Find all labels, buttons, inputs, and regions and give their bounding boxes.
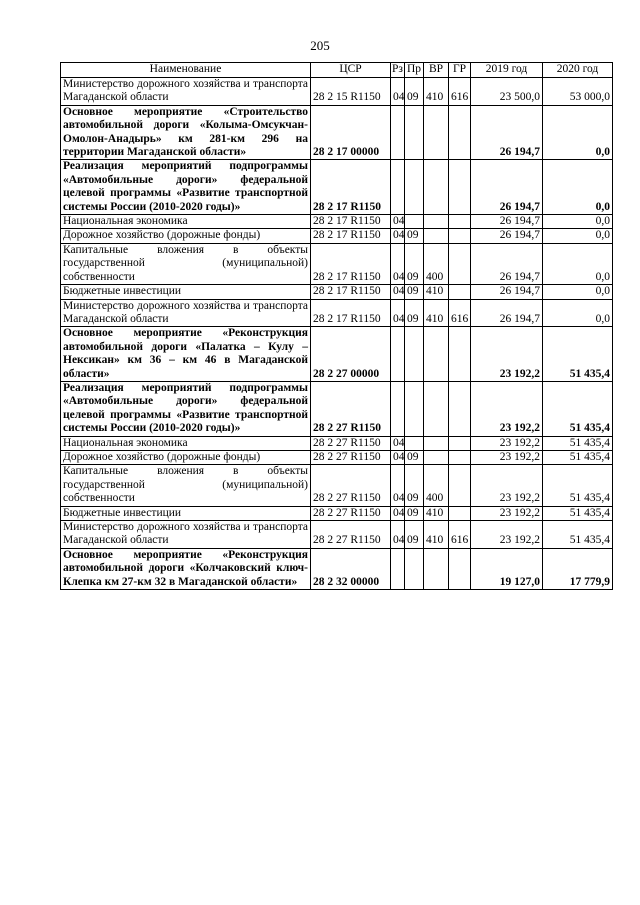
header-rz: Рз bbox=[391, 63, 405, 78]
page-number: 205 bbox=[310, 38, 330, 53]
row-csr: 28 2 27 R1150 bbox=[311, 450, 391, 464]
row-2019: 23 192,2 bbox=[471, 381, 543, 436]
row-rz: 04 bbox=[391, 215, 405, 229]
row-name: Министерство дорожного хозяйства и транспорта Магаданской области bbox=[61, 299, 311, 327]
table-row bbox=[61, 327, 613, 382]
row-rz: 04 bbox=[391, 506, 405, 520]
row-name: Министерство дорожного хозяйства и транспорта Магаданской области bbox=[61, 78, 311, 106]
row-gr bbox=[449, 243, 471, 284]
row-rz bbox=[391, 327, 405, 382]
row-vr bbox=[424, 160, 449, 215]
row-2019: 26 194,7 bbox=[471, 215, 543, 229]
row-csr: 28 2 27 R1150 bbox=[311, 521, 391, 549]
row-name: Основное мероприятие «Строительство автомобильной дороги «Колыма-Омсукчан-Омолон-Анадырь» км 281-км 296 на территории Магаданской области» bbox=[61, 105, 311, 160]
header-vr: ВР bbox=[424, 63, 449, 78]
row-2019: 23 500,0 bbox=[471, 78, 543, 106]
table-row bbox=[61, 105, 613, 160]
table-row bbox=[61, 450, 613, 464]
row-2020: 0,0 bbox=[543, 229, 613, 243]
row-2019: 23 192,2 bbox=[471, 327, 543, 382]
row-pr: 09 bbox=[405, 299, 424, 327]
table-row bbox=[61, 229, 613, 243]
row-gr bbox=[449, 548, 471, 589]
row-2019: 26 194,7 bbox=[471, 285, 543, 299]
row-name: Основное мероприятие «Реконструкция автомобильной дороги «Колчаковский ключ-Клепка км 27-км 32 в Магаданской области» bbox=[61, 548, 311, 589]
row-gr bbox=[449, 215, 471, 229]
row-gr bbox=[449, 436, 471, 450]
row-gr bbox=[449, 160, 471, 215]
row-2019: 23 192,2 bbox=[471, 465, 543, 506]
row-vr: 410 bbox=[424, 299, 449, 327]
row-rz: 04 bbox=[391, 299, 405, 327]
row-2020: 17 779,9 bbox=[543, 548, 613, 589]
row-vr: 410 bbox=[424, 506, 449, 520]
row-2019: 23 192,2 bbox=[471, 521, 543, 549]
row-vr: 410 bbox=[424, 285, 449, 299]
header-2019: 2019 год bbox=[471, 63, 543, 78]
row-2020: 51 435,4 bbox=[543, 465, 613, 506]
table-row bbox=[61, 521, 613, 549]
row-csr: 28 2 17 R1150 bbox=[311, 243, 391, 284]
row-rz bbox=[391, 160, 405, 215]
row-gr bbox=[449, 465, 471, 506]
header-gr: ГР bbox=[449, 63, 471, 78]
row-pr bbox=[405, 105, 424, 160]
header-name: Наименование bbox=[61, 63, 311, 78]
row-2019: 26 194,7 bbox=[471, 299, 543, 327]
row-rz: 04 bbox=[391, 450, 405, 464]
row-vr bbox=[424, 105, 449, 160]
row-name: Национальная экономика bbox=[61, 215, 311, 229]
row-pr: 09 bbox=[405, 465, 424, 506]
row-rz: 04 bbox=[391, 521, 405, 549]
row-rz bbox=[391, 548, 405, 589]
row-2019: 19 127,0 bbox=[471, 548, 543, 589]
row-pr: 09 bbox=[405, 229, 424, 243]
row-name: Министерство дорожного хозяйства и транспорта Магаданской области bbox=[61, 521, 311, 549]
row-gr bbox=[449, 506, 471, 520]
row-pr bbox=[405, 436, 424, 450]
row-2020: 51 435,4 bbox=[543, 327, 613, 382]
table-row bbox=[61, 436, 613, 450]
table-row bbox=[61, 78, 613, 106]
row-gr bbox=[449, 381, 471, 436]
row-2020: 51 435,4 bbox=[543, 381, 613, 436]
row-gr: 616 bbox=[449, 299, 471, 327]
table-row bbox=[61, 215, 613, 229]
row-2020: 51 435,4 bbox=[543, 506, 613, 520]
row-name: Бюджетные инвестиции bbox=[61, 285, 311, 299]
row-pr: 09 bbox=[405, 285, 424, 299]
row-rz: 04 bbox=[391, 465, 405, 506]
row-csr: 28 2 17 R1150 bbox=[311, 229, 391, 243]
row-vr bbox=[424, 450, 449, 464]
row-gr bbox=[449, 450, 471, 464]
row-name: Бюджетные инвестиции bbox=[61, 506, 311, 520]
row-2020: 0,0 bbox=[543, 105, 613, 160]
row-2020: 51 435,4 bbox=[543, 436, 613, 450]
row-csr: 28 2 27 00000 bbox=[311, 327, 391, 382]
row-rz bbox=[391, 381, 405, 436]
row-2020: 0,0 bbox=[543, 285, 613, 299]
row-name: Дорожное хозяйство (дорожные фонды) bbox=[61, 450, 311, 464]
row-pr: 09 bbox=[405, 521, 424, 549]
row-gr bbox=[449, 327, 471, 382]
row-vr bbox=[424, 548, 449, 589]
row-vr: 400 bbox=[424, 243, 449, 284]
row-2020: 51 435,4 bbox=[543, 521, 613, 549]
row-name: Реализация мероприятий подпрограммы «Автомобильные дороги» федеральной целевой программы «Развитие транспортной системы России (2010-2020 годы)» bbox=[61, 160, 311, 215]
row-vr bbox=[424, 436, 449, 450]
row-2019: 26 194,7 bbox=[471, 160, 543, 215]
header-2020: 2020 год bbox=[543, 63, 613, 78]
row-2019: 26 194,7 bbox=[471, 105, 543, 160]
row-gr: 616 bbox=[449, 521, 471, 549]
row-vr bbox=[424, 381, 449, 436]
header-pr: Пр bbox=[405, 63, 424, 78]
row-2019: 26 194,7 bbox=[471, 243, 543, 284]
row-2020: 51 435,4 bbox=[543, 450, 613, 464]
row-vr bbox=[424, 215, 449, 229]
row-2020: 53 000,0 bbox=[543, 78, 613, 106]
row-csr: 28 2 27 R1150 bbox=[311, 506, 391, 520]
row-csr: 28 2 27 R1150 bbox=[311, 465, 391, 506]
row-vr bbox=[424, 229, 449, 243]
row-pr: 09 bbox=[405, 243, 424, 284]
table-row bbox=[61, 548, 613, 589]
row-2020: 0,0 bbox=[543, 215, 613, 229]
row-2019: 26 194,7 bbox=[471, 229, 543, 243]
row-csr: 28 2 32 00000 bbox=[311, 548, 391, 589]
row-gr bbox=[449, 105, 471, 160]
table-row bbox=[61, 285, 613, 299]
row-gr: 616 bbox=[449, 78, 471, 106]
row-name: Капитальные вложения в объекты государственной (муниципальной) собственности bbox=[61, 465, 311, 506]
row-pr: 09 bbox=[405, 78, 424, 106]
row-rz: 04 bbox=[391, 436, 405, 450]
row-pr bbox=[405, 327, 424, 382]
row-csr: 28 2 17 R1150 bbox=[311, 160, 391, 215]
row-2020: 0,0 bbox=[543, 160, 613, 215]
header-csr: ЦСР bbox=[311, 63, 391, 78]
row-csr: 28 2 27 R1150 bbox=[311, 381, 391, 436]
row-name: Капитальные вложения в объекты государственной (муниципальной) собственности bbox=[61, 243, 311, 284]
row-gr bbox=[449, 285, 471, 299]
table-row bbox=[61, 506, 613, 520]
row-vr: 410 bbox=[424, 521, 449, 549]
budget-table bbox=[60, 62, 613, 590]
row-pr: 09 bbox=[405, 450, 424, 464]
row-name: Реализация мероприятий подпрограммы «Автомобильные дороги» федеральной целевой программы «Развитие транспортной системы России (2010-2020 годы)» bbox=[61, 381, 311, 436]
row-name: Основное мероприятие «Реконструкция автомобильной дороги «Палатка – Кулу – Нексикан» км 36 – км 46 в Магаданской области» bbox=[61, 327, 311, 382]
table-row bbox=[61, 299, 613, 327]
row-name: Национальная экономика bbox=[61, 436, 311, 450]
row-2019: 23 192,2 bbox=[471, 436, 543, 450]
row-rz: 04 bbox=[391, 78, 405, 106]
row-pr bbox=[405, 381, 424, 436]
row-csr: 28 2 17 R1150 bbox=[311, 299, 391, 327]
row-csr: 28 2 17 R1150 bbox=[311, 215, 391, 229]
table-header-row bbox=[61, 63, 613, 78]
row-csr: 28 2 15 R1150 bbox=[311, 78, 391, 106]
row-csr: 28 2 17 00000 bbox=[311, 105, 391, 160]
row-pr: 09 bbox=[405, 506, 424, 520]
row-pr bbox=[405, 215, 424, 229]
row-rz bbox=[391, 105, 405, 160]
row-vr: 410 bbox=[424, 78, 449, 106]
row-pr bbox=[405, 548, 424, 589]
table-row bbox=[61, 465, 613, 506]
table-row bbox=[61, 381, 613, 436]
row-vr bbox=[424, 327, 449, 382]
row-rz: 04 bbox=[391, 229, 405, 243]
row-2020: 0,0 bbox=[543, 299, 613, 327]
row-rz: 04 bbox=[391, 285, 405, 299]
row-name: Дорожное хозяйство (дорожные фонды) bbox=[61, 229, 311, 243]
row-pr bbox=[405, 160, 424, 215]
table-body bbox=[61, 78, 613, 590]
row-csr: 28 2 17 R1150 bbox=[311, 285, 391, 299]
row-csr: 28 2 27 R1150 bbox=[311, 436, 391, 450]
table-row bbox=[61, 243, 613, 284]
row-2020: 0,0 bbox=[543, 243, 613, 284]
row-2019: 23 192,2 bbox=[471, 450, 543, 464]
row-gr bbox=[449, 229, 471, 243]
table-row bbox=[61, 160, 613, 215]
row-vr: 400 bbox=[424, 465, 449, 506]
row-2019: 23 192,2 bbox=[471, 506, 543, 520]
row-rz: 04 bbox=[391, 243, 405, 284]
